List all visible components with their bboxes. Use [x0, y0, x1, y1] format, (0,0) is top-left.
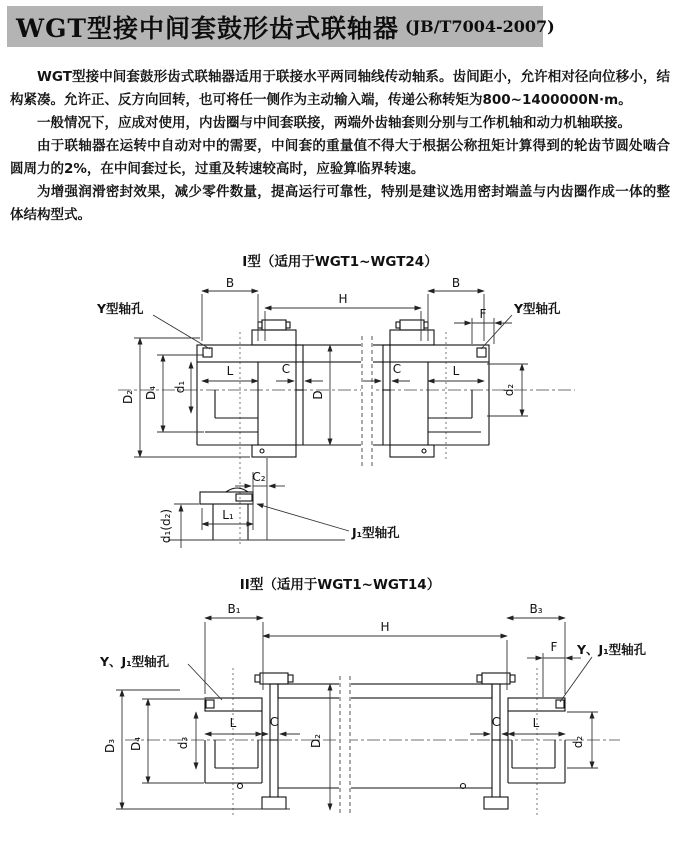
- dim-label-B3: B₃: [529, 602, 543, 616]
- seal-ring-left: [206, 700, 214, 708]
- dim-label-B-right: B: [451, 276, 461, 290]
- dim-label-B1: B₁: [227, 602, 241, 616]
- bolt-cluster-left: [255, 673, 293, 684]
- dim-label-C2: C₂: [252, 470, 266, 484]
- figure2-coupling-body: [205, 673, 565, 816]
- paragraph-4: 为增强润滑密封效果，减少零件数量，提高运行可靠性，特别是建议选用密封端盖与内齿圈作成一体的整体结构型式。: [10, 184, 670, 223]
- dim-label-d2: d₂: [571, 735, 585, 749]
- dim-label-L-left: L: [229, 716, 237, 730]
- dim-label-L-right: L: [532, 716, 540, 730]
- callout-yj1-bore-left: Y、J₁型轴孔: [100, 654, 170, 669]
- dim-label-D2: D₂: [309, 733, 323, 749]
- dim-label-d3: d₃: [176, 736, 190, 750]
- dim-label-L-right: L: [452, 364, 460, 378]
- dim-label-C-right: C: [491, 715, 501, 729]
- figure2-axis-lines: [125, 668, 620, 818]
- standard-code: (JB/T7004-2007): [405, 17, 555, 36]
- seal-ring-right: [477, 348, 486, 357]
- dim-label-D: D: [311, 390, 325, 400]
- callout-yj1-bore-right: Y、J₁型轴孔: [577, 642, 647, 657]
- intro-text: [10, 66, 670, 227]
- title-banner: [7, 6, 555, 47]
- callout-j1-bore: J₁型轴孔: [352, 525, 400, 540]
- callout-y-bore-right: Y型轴孔: [514, 301, 561, 316]
- dim-label-L1: L₁: [222, 508, 234, 522]
- dim-label-d2: d₂: [502, 383, 516, 397]
- page-title: WGT型接中间套鼓形齿式联轴器: [16, 13, 400, 43]
- callout-y-bore-left: Y型轴孔: [97, 301, 144, 316]
- dim-label-D4: D₄: [144, 385, 158, 401]
- figure2-type2-drawing: [0, 575, 680, 843]
- figure2-title: II型（适用于WGT1~WGT14）: [239, 577, 441, 593]
- bolt-cluster-right: [396, 320, 428, 330]
- dim-label-H: H: [380, 620, 390, 634]
- seal-ring-right: [556, 700, 564, 708]
- paragraph-1: WGT型接中间套鼓形齿式联轴器适用于联接水平两同轴线传动轴系。齿间距小，允许相对径向位移小，结构紧凑。允许正、反方向回转，也可将任一侧作为主动输入端，传递公称转矩为800~1400000N·m。: [10, 69, 670, 108]
- dim-label-F: F: [550, 640, 558, 654]
- dim-label-B-left: B: [225, 276, 235, 290]
- dim-label-F: F: [479, 307, 487, 321]
- dim-label-D4: D₄: [129, 736, 143, 752]
- paragraph-2: 一般情况下，应成对使用，内齿圈与中间套联接，两端外齿轴套则分别与工作机轴和动力机轴联接。: [37, 115, 631, 131]
- dim-label-H: H: [338, 292, 348, 306]
- figure1-type1-drawing: [0, 252, 680, 565]
- dim-label-D3: D₃: [103, 738, 117, 754]
- bolt-cluster-left: [258, 320, 290, 330]
- seal-ring-left: [203, 348, 212, 357]
- dim-label-L-left: L: [226, 364, 234, 378]
- paragraph-3: 由于联轴器在运转中自动对中的需要，中间套的重量值不得大于根据公称扭矩计算得到的轮齿节圆处啮合圆周力的2%，在中间套过长，过重及转速较高时，应验算临界转速。: [10, 138, 670, 177]
- dim-label-D2: D₂: [121, 389, 135, 405]
- figure2-dimensions: [116, 618, 598, 810]
- dim-label-C-left: C: [269, 715, 279, 729]
- bolt-cluster-right: [477, 673, 515, 684]
- dim-label-d1: d₁: [173, 380, 187, 394]
- figure1-title: I型（适用于WGT1~WGT24）: [242, 254, 438, 270]
- dim-label-C-right: C: [392, 362, 402, 376]
- dim-label-C-left: C: [281, 362, 291, 376]
- dim-label-d1d2: d₁(d₂): [159, 508, 173, 544]
- figure1-coupling-body: [197, 320, 489, 468]
